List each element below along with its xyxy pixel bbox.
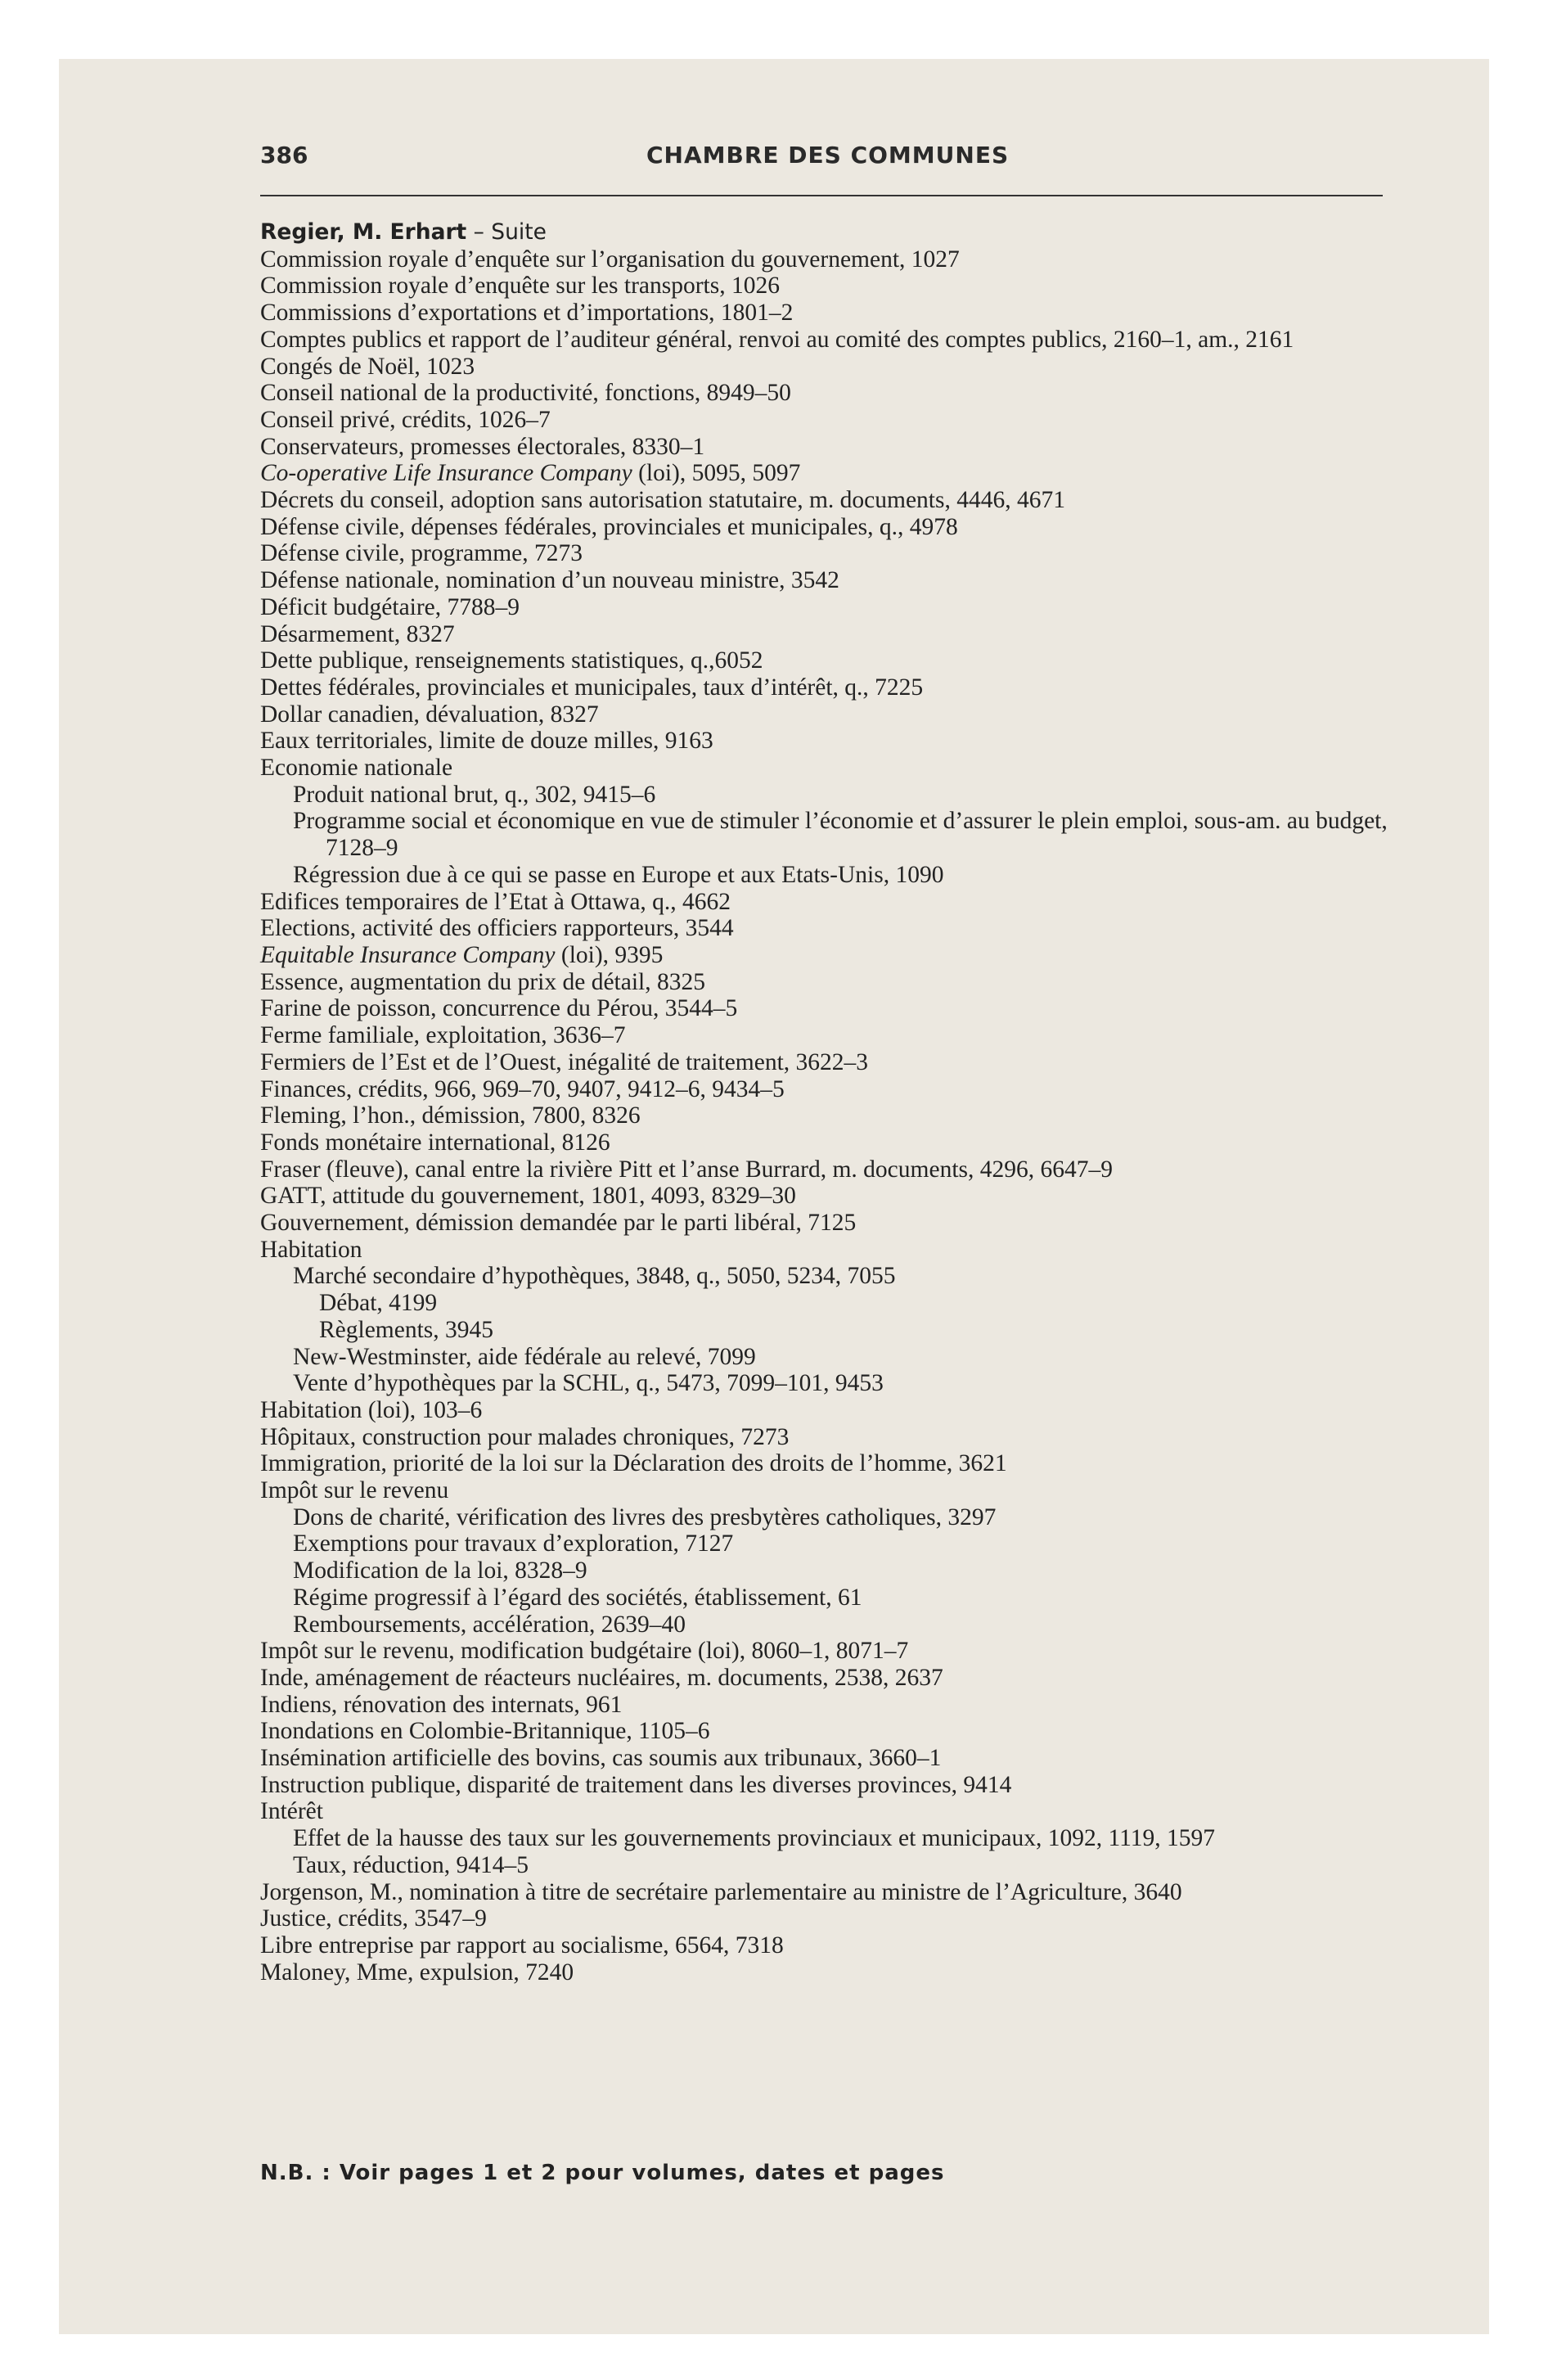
index-entry <box>260 1638 1406 1665</box>
index-entry <box>260 1102 1406 1129</box>
entry-text: Instruction publique, disparité de traitement dans les diverses provinces, 9414 <box>260 1771 1012 1798</box>
entry-text: Défense civile, dépenses fédérales, provinciales et municipales, q., 4978 <box>260 513 958 540</box>
entry-text: Programme social et économique en vue de stimuler l’économie et d’assurer le plein emploi, sous-am. au budget, 7128–9 <box>293 808 1388 862</box>
index-entry <box>260 889 1406 916</box>
entry-text: Déficit budgétaire, 7788–9 <box>260 593 520 620</box>
index-entry <box>293 782 1406 809</box>
index-entry <box>260 701 1406 728</box>
index-entry <box>260 1424 1406 1451</box>
entry-text: Economie nationale <box>260 755 453 782</box>
index-entry <box>260 300 1406 327</box>
footnote: N.B. : Voir pages 1 et 2 pour volumes, dates et pages <box>260 2161 945 2185</box>
index-entry <box>260 594 1406 621</box>
entry-text: Conseil national de la productivité, fonctions, 8949–50 <box>260 380 791 407</box>
entry-text: Débat, 4199 <box>319 1290 438 1317</box>
entry-text: Dettes fédérales, provinciales et municipales, taux d’intérêt, q., 7225 <box>260 674 924 701</box>
entry-text: Fleming, l’hon., démission, 7800, 8326 <box>260 1102 641 1129</box>
index-entry <box>260 1183 1406 1210</box>
entry-text: (loi), 5095, 5097 <box>632 460 801 487</box>
entry-text: Taux, réduction, 9414–5 <box>293 1851 529 1878</box>
entry-text: Désarmement, 8327 <box>260 620 455 647</box>
entry-text: Impôt sur le revenu, modification budgétaire (loi), 8060–1, 8071–7 <box>260 1638 909 1665</box>
index-entry <box>293 1263 1406 1290</box>
entry-text: Congés de Noël, 1023 <box>260 353 475 380</box>
entry-text: Marché secondaire d’hypothèques, 3848, q., 5050, 5234, 7055 <box>293 1263 896 1290</box>
index-entry <box>260 514 1406 541</box>
entry-text: Habitation <box>260 1236 362 1263</box>
index-entry <box>293 808 1406 861</box>
index-entry <box>260 1959 1406 1986</box>
index-entry <box>260 1477 1406 1504</box>
entry-text: Dons de charité, vérification des livres des presbytères catholiques, 3297 <box>293 1503 997 1530</box>
entry-text: Libre entreprise par rapport au socialisme, 6564, 7318 <box>260 1932 784 1959</box>
index-entry <box>260 354 1406 381</box>
index-name-suffix: – Suite <box>466 219 547 245</box>
index-entry <box>260 728 1406 755</box>
entry-text: New-Westminster, aide fédérale au relevé, 7099 <box>293 1343 756 1370</box>
header-divider <box>260 195 1383 196</box>
index-entries <box>260 219 1406 1986</box>
entry-text: Justice, crédits, 3547–9 <box>260 1905 487 1932</box>
index-entry <box>260 327 1406 354</box>
index-entry <box>260 246 1406 273</box>
index-entry <box>260 1905 1406 1932</box>
entry-text: Régime progressif à l’égard des sociétés, établissement, 61 <box>293 1584 862 1611</box>
entry-text: Hôpitaux, construction pour malades chroniques, 7273 <box>260 1423 790 1450</box>
index-entry <box>260 1932 1406 1959</box>
index-name: Regier, M. Erhart <box>260 219 467 245</box>
index-heading <box>260 219 1406 246</box>
index-entry <box>260 621 1406 648</box>
entry-text: Maloney, Mme, expulsion, 7240 <box>260 1959 574 1986</box>
index-entry <box>260 1665 1406 1692</box>
index-entry <box>319 1290 1406 1317</box>
index-entry <box>260 567 1406 594</box>
entry-text: Dette publique, renseignements statistiques, q.,6052 <box>260 647 763 674</box>
index-entry <box>293 1530 1406 1557</box>
entry-text: Effet de la hausse des taux sur les gouvernements provinciaux et municipaux, 1092, 1119, 1597 <box>293 1825 1216 1852</box>
index-entry <box>260 1772 1406 1799</box>
entry-text: Fonds monétaire international, 8126 <box>260 1129 610 1156</box>
index-entry <box>293 1557 1406 1584</box>
entry-text: Edifices temporaires de l’Etat à Ottawa, q., 4662 <box>260 888 731 915</box>
entry-text: Décrets du conseil, adoption sans autorisation statutaire, m. documents, 4446, 4671 <box>260 487 1065 514</box>
entry-title-italic: Co-operative Life Insurance Company <box>260 460 632 487</box>
index-entry <box>260 1022 1406 1049</box>
index-entry <box>293 1344 1406 1371</box>
index-entry <box>319 1317 1406 1344</box>
index-entry <box>260 995 1406 1022</box>
entry-text: Défense nationale, nomination d’un nouveau ministre, 3542 <box>260 567 839 594</box>
entry-text: Exemptions pour travaux d’exploration, 7127 <box>293 1530 734 1557</box>
index-entry <box>293 862 1406 889</box>
index-entry <box>293 1825 1406 1852</box>
entry-text: Fraser (fleuve), canal entre la rivière Pitt et l’anse Burrard, m. documents, 4296, 6647–9 <box>260 1156 1113 1183</box>
index-entry <box>260 1692 1406 1719</box>
entry-text: Essence, augmentation du prix de détail, 8325 <box>260 968 705 995</box>
entry-title-italic: Equitable Insurance Company <box>260 941 556 968</box>
entry-text: (loi), 9395 <box>555 941 664 968</box>
index-entry <box>260 1450 1406 1477</box>
index-entry <box>293 1504 1406 1531</box>
index-entry <box>260 460 1406 487</box>
index-entry <box>260 434 1406 461</box>
index-entry <box>260 1156 1406 1183</box>
entry-text: Comptes publics et rapport de l’auditeur général, renvoi au comité des comptes publics, 2160–1, am., 2161 <box>260 326 1294 353</box>
page-number: 386 <box>260 142 308 169</box>
entry-text: GATT, attitude du gouvernement, 1801, 4093, 8329–30 <box>260 1183 796 1210</box>
index-entry <box>260 1879 1406 1906</box>
entry-text: Régression due à ce qui se passe en Europe et aux Etats-Unis, 1090 <box>293 861 944 888</box>
entry-text: Commission royale d’enquête sur les transports, 1026 <box>260 273 780 300</box>
index-entry <box>260 755 1406 782</box>
page-title: CHAMBRE DES COMMUNES <box>646 142 1010 169</box>
index-entry <box>260 942 1406 969</box>
index-entry <box>260 487 1406 514</box>
entry-text: Modification de la loi, 8328–9 <box>293 1557 587 1584</box>
index-entry <box>260 273 1406 300</box>
entry-text: Remboursements, accélération, 2639–40 <box>293 1611 686 1638</box>
index-entry <box>260 1397 1406 1424</box>
entry-text: Ferme familiale, exploitation, 3636–7 <box>260 1022 626 1049</box>
index-entry <box>260 915 1406 942</box>
entry-text: Farine de poisson, concurrence du Pérou, 3544–5 <box>260 995 738 1022</box>
entry-text: Intérêt <box>260 1798 323 1825</box>
index-entry <box>260 540 1406 567</box>
entry-text: Commission royale d’enquête sur l’organisation du gouvernement, 1027 <box>260 246 960 273</box>
index-entry <box>260 647 1406 674</box>
entry-text: Gouvernement, démission demandée par le parti libéral, 7125 <box>260 1210 857 1237</box>
index-entry <box>293 1611 1406 1639</box>
entry-text: Vente d’hypothèques par la SCHL, q., 5473, 7099–101, 9453 <box>293 1370 884 1397</box>
entry-text: Eaux territoriales, limite de douze milles, 9163 <box>260 728 713 755</box>
index-entry <box>260 969 1406 996</box>
entry-text: Impôt sur le revenu <box>260 1477 449 1504</box>
entry-text: Dollar canadien, dévaluation, 8327 <box>260 701 599 728</box>
index-entry <box>260 1049 1406 1076</box>
entry-text: Fermiers de l’Est et de l’Ouest, inégalité de traitement, 3622–3 <box>260 1048 869 1075</box>
index-entry <box>260 1210 1406 1237</box>
index-entry <box>293 1852 1406 1879</box>
entry-text: Conseil privé, crédits, 1026–7 <box>260 406 551 433</box>
index-entry <box>260 407 1406 434</box>
index-entry <box>260 1798 1406 1825</box>
entry-text: Inondations en Colombie-Britannique, 1105–6 <box>260 1718 710 1745</box>
index-entry <box>293 1370 1406 1397</box>
entry-text: Immigration, priorité de la loi sur la Déclaration des droits de l’homme, 3621 <box>260 1450 1007 1477</box>
entry-text: Indiens, rénovation des internats, 961 <box>260 1691 623 1718</box>
entry-text: Conservateurs, promesses électorales, 8330–1 <box>260 433 705 460</box>
entry-text: Finances, crédits, 966, 969–70, 9407, 9412–6, 9434–5 <box>260 1075 785 1102</box>
entry-text: Défense civile, programme, 7273 <box>260 540 583 567</box>
index-entry <box>260 1718 1406 1745</box>
entry-text: Habitation (loi), 103–6 <box>260 1396 483 1423</box>
entry-text: Jorgenson, M., nomination à titre de secrétaire parlementaire au ministre de l’Agriculture, 3640 <box>260 1878 1182 1905</box>
entry-text: Inde, aménagement de réacteurs nucléaires, m. documents, 2538, 2637 <box>260 1664 943 1691</box>
index-entry <box>260 674 1406 701</box>
index-entry <box>260 380 1406 407</box>
entry-text: Elections, activité des officiers rapporteurs, 3544 <box>260 915 734 942</box>
index-entry <box>260 1129 1406 1156</box>
index-entry <box>260 1745 1406 1772</box>
index-entry <box>260 1076 1406 1103</box>
entry-text: Règlements, 3945 <box>319 1316 494 1343</box>
index-entry <box>260 1237 1406 1264</box>
index-entry <box>293 1584 1406 1611</box>
entry-text: Insémination artificielle des bovins, cas soumis aux tribunaux, 3660–1 <box>260 1745 942 1772</box>
entry-text: Produit national brut, q., 302, 9415–6 <box>293 781 656 808</box>
entry-text: Commissions d’exportations et d’importations, 1801–2 <box>260 300 794 327</box>
